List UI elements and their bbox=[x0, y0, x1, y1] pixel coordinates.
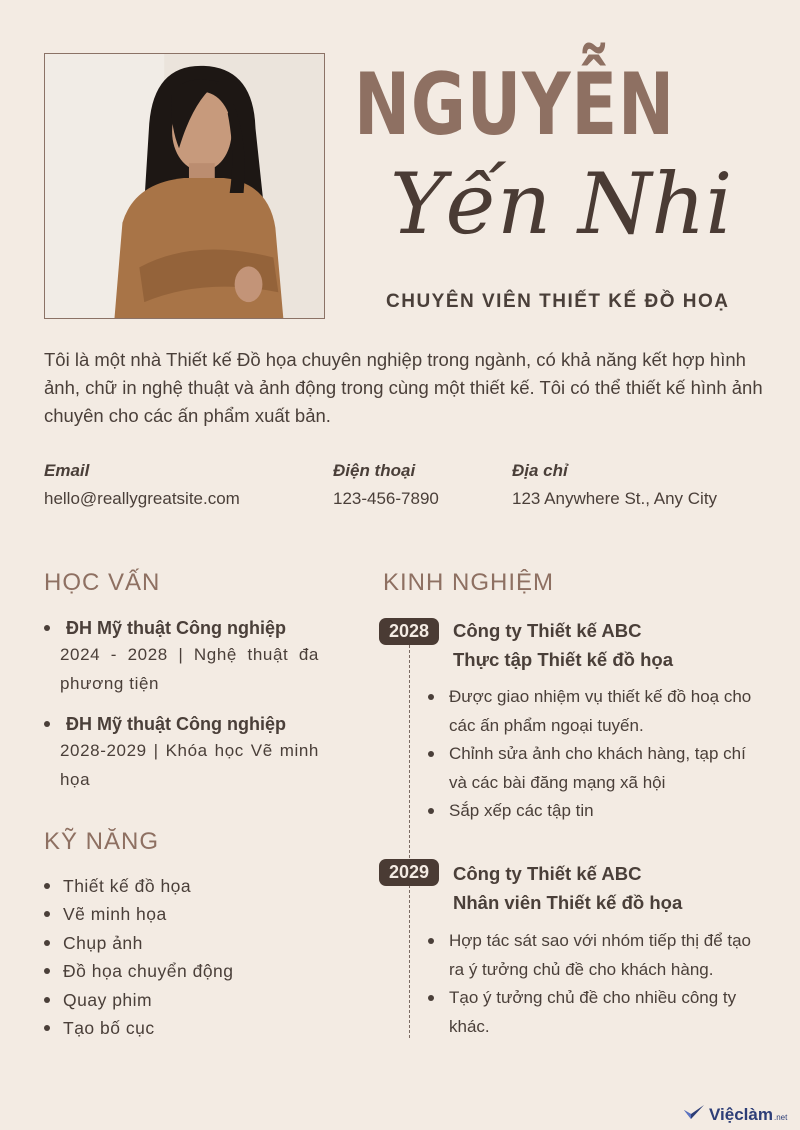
address-label: Địa chỉ bbox=[512, 461, 568, 480]
skills-heading: KỸ NĂNG bbox=[44, 828, 160, 855]
brand-suffix: .net bbox=[773, 1113, 788, 1122]
year-badge: 2028 bbox=[379, 618, 439, 645]
surname: NGUYỄN bbox=[354, 55, 675, 155]
job-role: Thực tập Thiết kế đồ họa bbox=[453, 649, 673, 670]
job-bullet: Hợp tác sát sao với nhóm tiếp thị để tạo ra ý tưởng chủ đề cho khách hàng. bbox=[426, 927, 761, 984]
brand-logo bbox=[683, 1104, 787, 1125]
education-item bbox=[44, 712, 319, 794]
skill-item: Thiết kế đồ họa bbox=[44, 872, 234, 900]
job-title: CHUYÊN VIÊN THIẾT KẾ ĐỒ HOẠ bbox=[386, 291, 730, 312]
profile-photo bbox=[44, 53, 325, 319]
email-label: Email bbox=[44, 461, 90, 480]
education-list bbox=[44, 616, 319, 808]
education-school: ĐH Mỹ thuật Công nghiệp bbox=[66, 714, 286, 734]
year-badge: 2029 bbox=[379, 859, 439, 886]
brand-name: Việclàm bbox=[709, 1104, 773, 1124]
job-bullet: Được giao nhiệm vụ thiết kế đồ hoạ cho các ấn phẩm ngoại tuyến. bbox=[426, 683, 761, 740]
job-bullets bbox=[426, 683, 761, 826]
education-heading: HỌC VẤN bbox=[44, 569, 161, 596]
skill-item: Vẽ minh họa bbox=[44, 900, 234, 928]
skill-item: Chụp ảnh bbox=[44, 929, 234, 957]
job-company: Công ty Thiết kế ABC bbox=[453, 620, 642, 641]
job-bullet: Chỉnh sửa ảnh cho khách hàng, tạp chí và các bài đăng mạng xã hội bbox=[426, 740, 761, 797]
job-bullet: Tạo ý tưởng chủ đề cho nhiều công ty khác. bbox=[426, 984, 761, 1041]
skill-item: Tạo bố cục bbox=[44, 1014, 234, 1042]
skill-item: Quay phim bbox=[44, 986, 234, 1014]
email-value: hello@reallygreatsite.com bbox=[44, 489, 240, 508]
profile-summary: Tôi là một nhà Thiết kế Đồ họa chuyên nghiệp trong ngành, có khả năng kết hợp hình ảnh, chữ in nghệ thuật và ảnh động trong cùng một thiết kế. Tôi có thể thiết kế hình ảnh chuyên cho các ấn phẩm xuất bản. bbox=[44, 349, 763, 426]
skills-list bbox=[44, 872, 234, 1042]
education-item bbox=[44, 616, 319, 698]
education-detail: 2028-2029 | Khóa học Vẽ minh họa bbox=[60, 741, 319, 789]
timeline-line bbox=[409, 640, 410, 1038]
job-role: Nhân viên Thiết kế đồ họa bbox=[453, 892, 683, 913]
experience-heading: KINH NGHIỆM bbox=[383, 569, 555, 596]
job-company: Công ty Thiết kế ABC bbox=[453, 863, 642, 884]
check-icon bbox=[683, 1104, 705, 1125]
phone-label: Điện thoại bbox=[333, 461, 416, 480]
education-detail: 2024 - 2028 | Nghệ thuật đa phương tiện bbox=[60, 645, 319, 693]
phone-value: 123-456-7890 bbox=[333, 489, 439, 508]
job-bullet: Sắp xếp các tập tin bbox=[426, 797, 761, 826]
given-name: Yến Nhi bbox=[390, 155, 733, 253]
skill-item: Đồ họa chuyển động bbox=[44, 957, 234, 985]
address-value: 123 Anywhere St., Any City bbox=[512, 489, 718, 508]
education-school: ĐH Mỹ thuật Công nghiệp bbox=[66, 618, 286, 638]
job-bullets bbox=[426, 927, 761, 1041]
